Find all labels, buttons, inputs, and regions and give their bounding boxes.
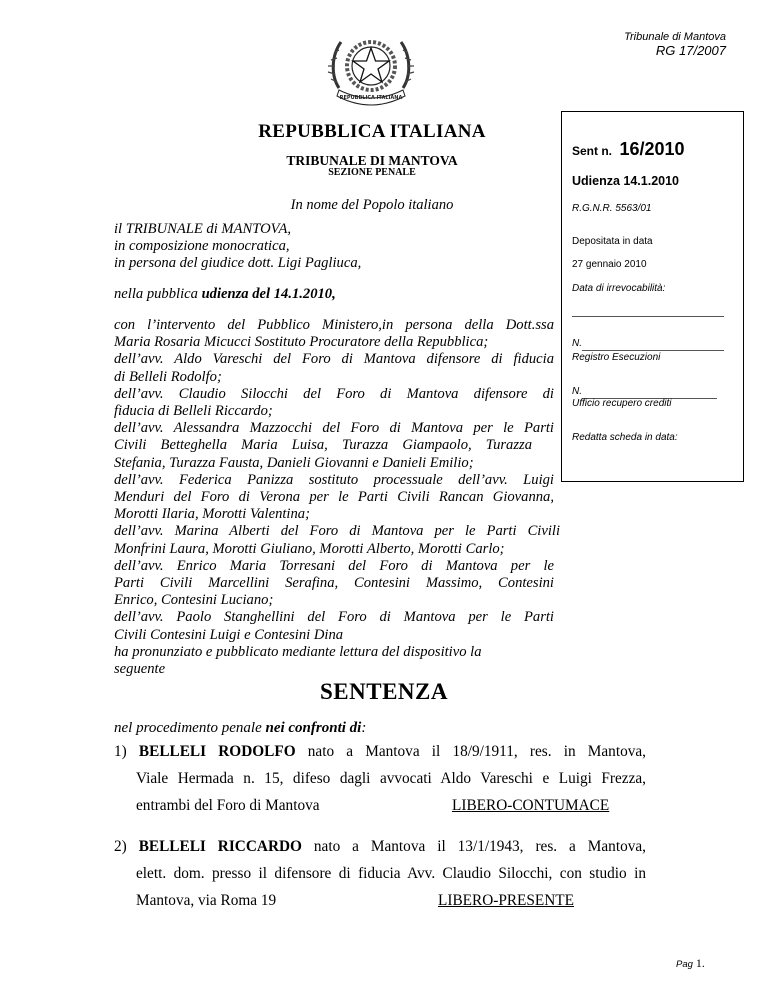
registro-number: N.	[572, 338, 582, 349]
intervento-line: di Belleli Rodolfo;	[114, 368, 222, 385]
page-title: REPUBBLICA ITALIANA	[258, 121, 486, 142]
tribunale-heading: TRIBUNALE DI MANTOVA	[286, 153, 458, 168]
irrevocabilita-label: Data di irrevocabilità:	[572, 283, 666, 294]
redatta-label: Redatta scheda in data:	[572, 432, 678, 443]
intervento-line: dell’avv. Federica Panizza sostituto processuale dell’avv. Luigi	[114, 471, 554, 488]
header-rg: RG 17/2007	[655, 43, 726, 58]
intervento-line: Menduri del Foro di Verona per le Parti Civili Rancan Giovanna,	[114, 489, 554, 506]
rgnr-number: R.G.N.R. 5563/01	[572, 203, 652, 214]
intervento-line: Morotti Ilaria, Morotti Valentina;	[114, 506, 310, 523]
intervento-line: Maria Rosaria Micucci Sostituto Procuratore della Repubblica;	[114, 334, 489, 351]
party-status: LIBERO-CONTUMACE	[452, 797, 610, 814]
intervento-line: ha pronunziato e pubblicato mediante lettura del dispositivo la	[114, 643, 482, 660]
party-address: Viale Hermada n. 15, difeso dagli avvocati Aldo Vareschi e Luigi Frezza,	[136, 770, 646, 787]
page-num: 1.	[695, 956, 705, 970]
party-foro: entrambi del Foro di Mantova	[136, 797, 320, 814]
registro-blank	[582, 350, 724, 351]
party-name: BELLELI RICCARDO	[138, 838, 302, 855]
sent-number-line	[572, 139, 685, 160]
intervento-line: Parti Civili Marcellini Serafina, Contesini Massimo, Contesini	[114, 575, 554, 592]
party-number: 2)	[114, 838, 139, 855]
procedimento-prefix: nel procedimento penale	[114, 720, 266, 736]
party-foro: Mantova, via Roma 19	[136, 892, 277, 909]
party-birth: nato a Mantova il 13/1/1943, res. a Mantova,	[301, 838, 646, 855]
sentence-info-box	[561, 111, 744, 482]
header-court: Tribunale di Mantova	[624, 31, 726, 43]
emblem-legend: REPUBBLICA ITALIANA	[339, 95, 403, 101]
party-entry	[114, 738, 646, 819]
intro-line: il TRIBUNALE di MANTOVA,	[114, 221, 292, 237]
intervento-line: Monfrini Laura, Morotti Giuliano, Morotti Alberto, Morotti Carlo;	[114, 540, 505, 557]
irrevocabilita-blank	[572, 316, 724, 317]
sentenza-heading: SENTENZA	[320, 679, 448, 704]
page-label: Pag	[676, 959, 693, 970]
udienza-prefix: nella pubblica	[114, 286, 202, 302]
intro-block	[114, 221, 361, 273]
intervento-block	[114, 317, 560, 678]
deposito-date: 27 gennaio 2010	[572, 259, 647, 270]
procedimento-line	[114, 720, 366, 737]
popolo-heading: In nome del Popolo italiano	[290, 197, 454, 213]
udienza-line	[114, 286, 336, 303]
party-name: BELLELI RODOLFO	[138, 743, 296, 760]
intervento-line: dell’avv. Paolo Stanghellini del Foro di Mantova per le Parti	[114, 609, 554, 626]
sent-label: Sent n.	[572, 144, 613, 158]
intro-line: in composizione monocratica,	[114, 238, 290, 255]
intervento-line: Stefania, Turazza Fausta, Danieli Giovanni e Danieli Emilio;	[114, 454, 474, 471]
party-entry	[114, 833, 646, 914]
party-birth: nato a Mantova il 18/9/1911, res. in Mantova,	[295, 743, 646, 760]
sezione-heading: SEZIONE PENALE	[328, 167, 416, 178]
party-line	[136, 887, 646, 914]
intervento-line: Enrico, Contesini Luciano;	[114, 592, 274, 609]
udienza-bold: udienza del 14.1.2010,	[201, 286, 336, 302]
intervento-line: seguente	[114, 661, 166, 678]
registro-label: Registro Esecuzioni	[572, 352, 661, 363]
page-number	[676, 956, 705, 971]
sent-number: 16/2010	[619, 139, 685, 159]
party-status: LIBERO-PRESENTE	[438, 892, 574, 909]
intervento-line: con l’intervento del Pubblico Ministero,in persona della Dott.ssa	[114, 317, 554, 333]
intervento-line: dell’avv. Claudio Silocchi del Foro di Mantova difensore di	[114, 385, 554, 402]
party-line	[114, 738, 646, 765]
republic-emblem-icon	[325, 26, 417, 106]
intervento-line: dell’avv. Aldo Vareschi del Foro di Mantova difensore di fiducia	[114, 351, 554, 368]
udienza-date: Udienza 14.1.2010	[572, 174, 680, 188]
depositata-label: Depositata in data	[572, 236, 653, 247]
party-number: 1)	[114, 743, 139, 760]
intro-line: in persona del giudice dott. Ligi Pagliuca,	[114, 255, 362, 272]
intervento-line: dell’avv. Alessandra Mazzocchi del Foro di Mantova per le Parti	[114, 420, 554, 437]
party-address: elett. dom. presso il difensore di fiducia Avv. Claudio Silocchi, con studio in	[136, 865, 646, 882]
ufficio-number: N.	[572, 386, 582, 397]
procedimento-suffix: :	[361, 720, 367, 736]
intervento-line: dell’avv. Enrico Maria Torresani del Foro di Mantova per le	[114, 557, 554, 574]
procedimento-bold: nei confronti di	[265, 720, 362, 736]
intervento-line: Civili Contesini Luigi e Contesini Dina	[114, 626, 344, 643]
intervento-line: Civili Betteghella Maria Luisa, Turazza Giampaolo, Turazza	[114, 437, 532, 454]
intervento-line: fiducia di Belleli Riccardo;	[114, 403, 273, 420]
ufficio-label: Ufficio recupero crediti	[572, 398, 672, 409]
party-line	[136, 792, 646, 819]
intervento-line: dell’avv. Marina Alberti del Foro di Mantova per le Parti Civili	[114, 523, 560, 540]
party-line	[114, 833, 646, 860]
